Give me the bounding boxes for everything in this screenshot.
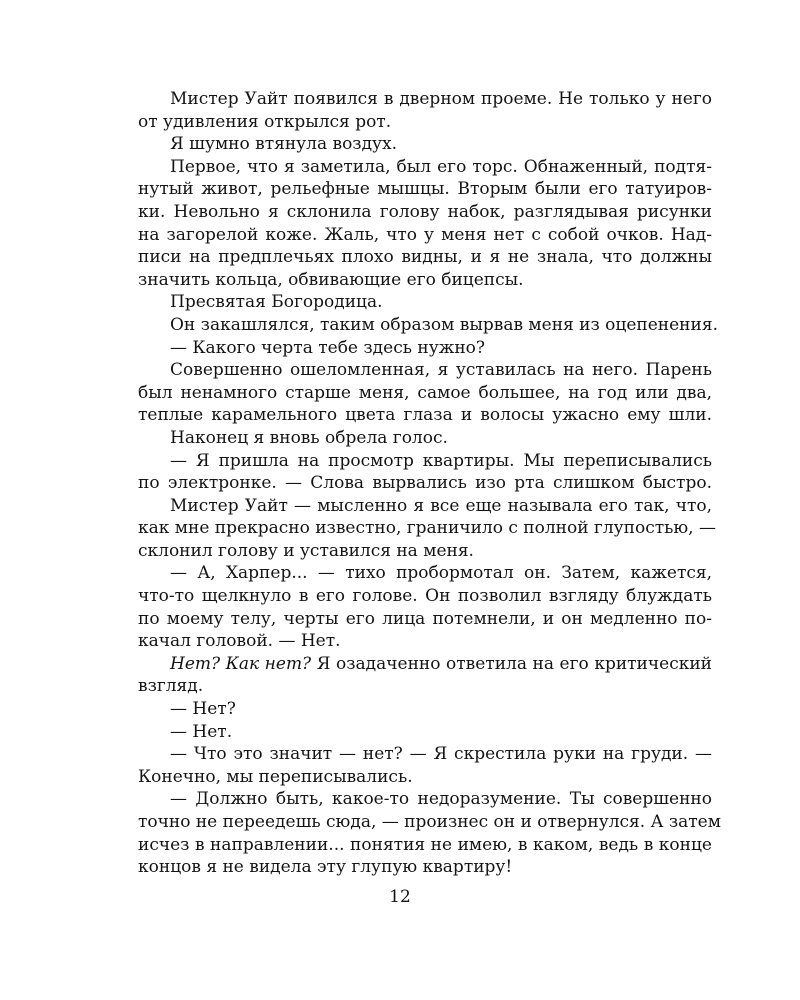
text-line: Он закашлялся, таким образом вырвав меня из оцепенения.: [170, 314, 718, 335]
text-line: был ненамного старше меня, самое большее, на год или два,: [138, 382, 712, 403]
text-line: Совершенно ошеломленная, я уставилась на него. Парень: [170, 360, 712, 381]
text-line: что-то щелкнуло в его голове. Он позволил взгляду блуждать: [138, 586, 712, 607]
text-line: Первое, что я заметила, был его торс. Обнаженный, подтя-: [170, 156, 712, 177]
text-line: как мне прекрасно известно, граничило с полной глупостью, —: [138, 518, 716, 539]
text-line: по электронке. — Слова вырвались изо рта слишком быстро.: [138, 473, 712, 494]
text-line: склонил голову и уставился на меня.: [138, 540, 474, 561]
text-line: теплые карамельного цвета глаза и волосы ужасно ему шли.: [138, 405, 712, 426]
text-line-rest: Я озадаченно ответила на его критический: [316, 653, 712, 674]
text-line: Мистер Уайт — мысленно я все еще называла его так, что,: [170, 495, 712, 516]
page-number: 12: [389, 887, 411, 907]
text-line: — Нет.: [170, 721, 233, 742]
text-line: качал головой. — Нет.: [138, 631, 341, 652]
text-line: писи на предплечьях плохо видны, и я не знала, что должны: [138, 247, 712, 268]
text-line: — Какого черта тебе здесь нужно?: [170, 337, 486, 358]
text-line: — Нет?: [170, 699, 236, 720]
text-line: ки. Невольно я склонила голову набок, разглядывая рисунки: [138, 201, 712, 222]
text-line: Наконец я вновь обрела голос.: [170, 427, 448, 448]
text-line: Пресвятая Богородица.: [170, 292, 383, 313]
text-line: — Я пришла на просмотр квартиры. Мы переписывались: [170, 450, 712, 471]
text-line: значить кольца, обвивающие его бицепсы.: [138, 269, 524, 290]
book-page-text: [138, 88, 721, 879]
text-line: на загорелой коже. Жаль, что у меня нет с собой очков. Над-: [138, 224, 712, 245]
text-line: по моему телу, черты его лица потемнели, и он медленно по-: [138, 608, 712, 629]
text-line: Мистер Уайт появился в дверном проеме. Не только у него: [170, 89, 712, 109]
text-line: нутый живот, рельефные мышцы. Вторым были его татуиров-: [138, 179, 712, 200]
text-line-mixed: [138, 653, 712, 676]
text-line: исчез в направлении... понятия не имею, в каком, ведь в конце: [138, 834, 712, 855]
text-line: от удивления открылся рот.: [138, 111, 392, 132]
text-line: — Должно быть, какое-то недоразумение. Ты совершенно: [170, 789, 712, 810]
text-line: — Что это значит — нет? — Я скрестила руки на груди. —: [170, 744, 712, 765]
text-line: Я шумно втянула воздух.: [170, 134, 398, 155]
text-line: концов я не видела эту глупую квартиру!: [138, 857, 513, 878]
text-line: точно не переедешь сюда, — произнес он и отвернулся. А затем: [138, 812, 721, 832]
text-line: Конечно, мы переписывались.: [138, 766, 413, 787]
text-line: — А, Харпер... — тихо пробормотал он. Затем, кажется,: [170, 563, 712, 584]
italic-phrase: Нет? Как нет?: [170, 653, 312, 674]
text-line: взгляд.: [138, 676, 204, 697]
